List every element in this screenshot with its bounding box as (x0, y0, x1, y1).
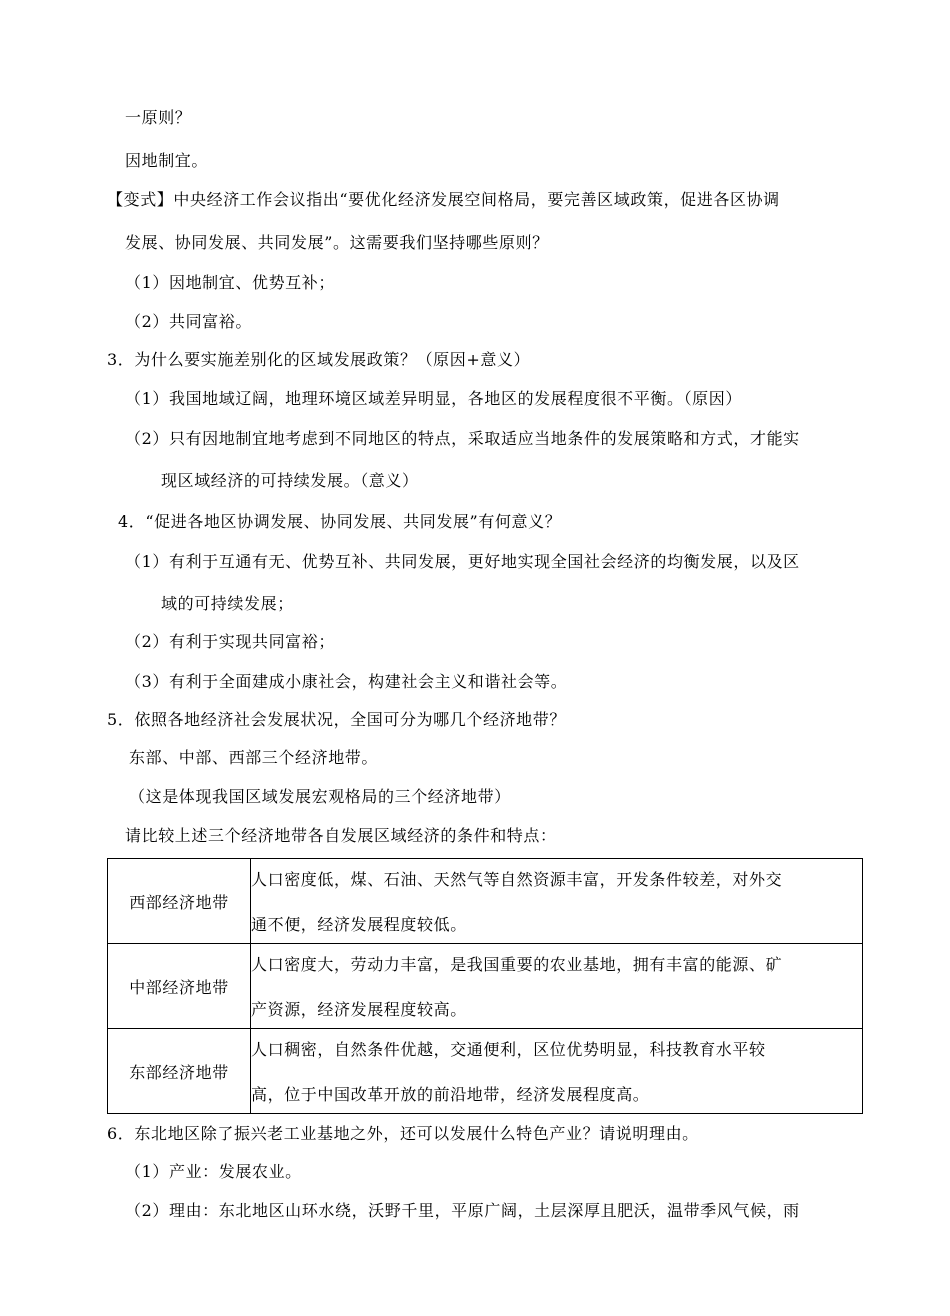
table-row (108, 859, 863, 944)
region-cell: 西部经济地带 (108, 859, 251, 944)
table-row (108, 944, 863, 1029)
answer-line: （2）理由：东北地区山环水绕，沃野千里，平原广阔，土层深厚且肥沃，温带季风气候，雨 (125, 1201, 800, 1220)
question-3: 3．为什么要实施差别化的区域发展政策？（原因+意义） (107, 350, 531, 369)
question-4: 4．“促进各地区协调发展、协同发展、共同发展”有何意义？ (118, 512, 562, 531)
question-6: 6．东北地区除了振兴老工业基地之外，还可以发展什么特色产业？请说明理由。 (107, 1124, 699, 1143)
variant-question: 【变式】中央经济工作会议指出“要优化经济发展空间格局，要完善区域政策，促进各区协调 (107, 190, 780, 209)
region-cell: 中部经济地带 (108, 944, 251, 1029)
answer-line: （2）共同富裕。 (125, 312, 252, 331)
answer-line: 因地制宜。 (125, 151, 209, 170)
answer-line: （2）只有因地制宜地考虑到不同地区的特点，采取适应当地条件的发展策略和方式，才能实 (125, 429, 800, 448)
answer-line: （3）有利于全面建成小康社会，构建社会主义和谐社会等。 (125, 672, 568, 691)
question-5: 5．依照各地经济社会发展状况，全国可分为哪几个经济地带？ (107, 710, 566, 729)
table-intro: 请比较上述三个经济地带各自发展区域经济的条件和特点： (125, 826, 557, 845)
region-cell: 东部经济地带 (108, 1029, 251, 1114)
answer-line-cont: 现区域经济的可持续发展。（意义） (161, 471, 419, 490)
economic-zones-table (107, 858, 863, 1114)
answer-line: （1）我国地域辽阔，地理环境区域差异明显，各地区的发展程度很不平衡。（原因） (125, 389, 742, 408)
answer-line-cont: 域的可持续发展； (161, 594, 294, 613)
answer-line: （1）因地制宜、优势互补； (125, 273, 335, 292)
answer-line: （1）产业：发展农业。 (125, 1162, 302, 1181)
description-cell: 人口稠密，自然条件优越，交通便利，区位优势明显，科技教育水平较 高，位于中国改革开放的前沿地带，经济发展程度高。 (251, 1029, 863, 1114)
text-line: 一原则？ (125, 108, 192, 127)
note-line: （这是体现我国区域发展宏观格局的三个经济地带） (129, 787, 511, 806)
variant-question-cont: 发展、协同发展、共同发展”。这需要我们坚持哪些原则？ (125, 233, 549, 252)
table-row (108, 1029, 863, 1114)
answer-line: （2）有利于实现共同富裕； (125, 632, 335, 651)
description-cell: 人口密度大，劳动力丰富，是我国重要的农业基地，拥有丰富的能源、矿 产资源，经济发展程度较高。 (251, 944, 863, 1029)
answer-line: （1）有利于互通有无、优势互补、共同发展，更好地实现全国社会经济的均衡发展，以及区 (125, 552, 800, 571)
description-cell: 人口密度低，煤、石油、天然气等自然资源丰富，开发条件较差，对外交 通不便，经济发展程度较低。 (251, 859, 863, 944)
answer-line: 东部、中部、西部三个经济地带。 (129, 748, 379, 767)
